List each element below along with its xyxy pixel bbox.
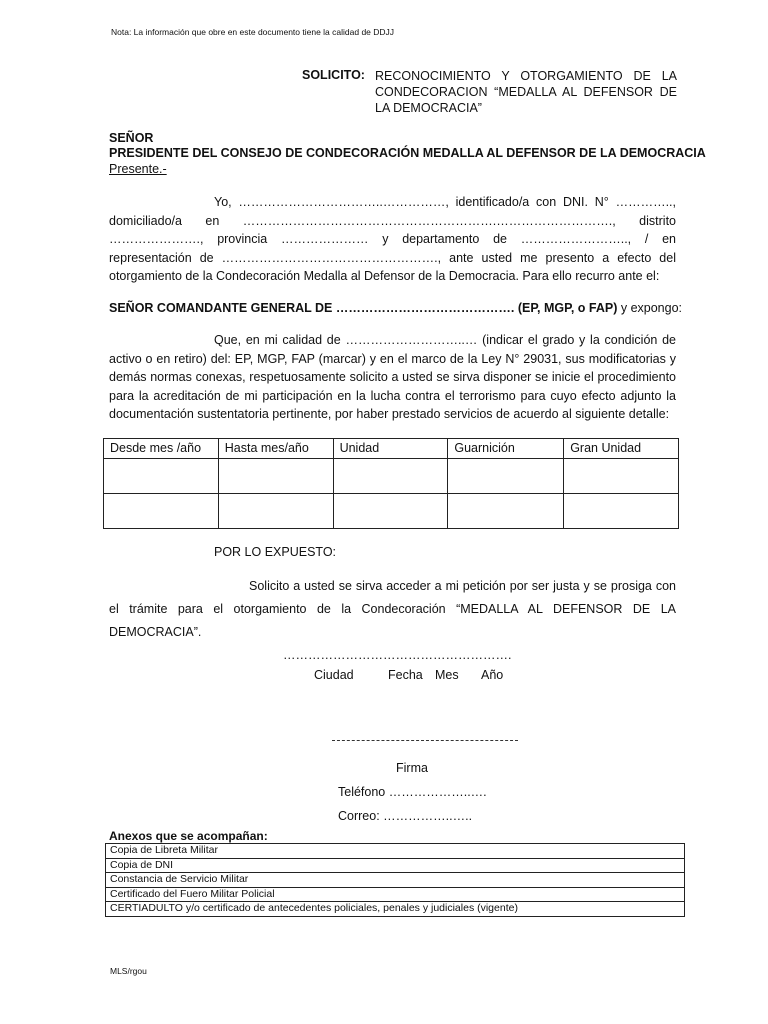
table-cell[interactable] — [564, 459, 679, 494]
list-item — [106, 858, 685, 873]
por-lo-expuesto: POR LO EXPUESTO: — [214, 545, 337, 559]
solicito-text: RECONOCIMIENTO Y OTORGAMIENTO DE LA CONDECORACION “MEDALLA AL DEFENSOR DE LA DEMOCRACIA” — [375, 69, 677, 115]
anexo-libreta-militar: Copia de Libreta Militar — [106, 844, 685, 859]
mes-label: Mes — [435, 668, 459, 682]
anexos-table — [105, 843, 685, 917]
list-item — [106, 902, 685, 917]
telefono-field: Teléfono ………………..…. — [338, 785, 487, 799]
comandante-line — [109, 301, 682, 315]
column-header-desde: Desde mes /año — [104, 439, 219, 459]
comandante-bold: SEÑOR COMANDANTE GENERAL DE ……………………………………. (EP, MGP, o FAP) — [109, 301, 618, 315]
column-header-unidad: Unidad — [333, 439, 448, 459]
table-row — [104, 494, 679, 529]
anexo-certiadulto: CERTIADULTO y/o certificado de antecedentes policiales, penales y judiciales (vigente) — [106, 902, 685, 917]
anio-label: Año — [481, 668, 504, 682]
table-cell[interactable] — [104, 459, 219, 494]
list-item — [106, 887, 685, 902]
column-header-guarnicion: Guarnición — [448, 439, 564, 459]
column-header-hasta: Hasta mes/año — [218, 439, 333, 459]
service-table-header-row — [104, 439, 679, 459]
table-cell[interactable] — [333, 459, 448, 494]
closing-paragraph: Solicito a usted se sirva acceder a mi petición por ser justa y se prosiga con el trámite para el otorgamiento de la Condecoración “MEDALLA AL DEFENSOR DE LA DEMOCRACIA”. — [109, 579, 676, 639]
signature-line — [332, 740, 518, 741]
anexo-dni: Copia de DNI — [106, 858, 685, 873]
solicito-label: SOLICITO: — [302, 68, 365, 82]
comandante-rest: y expongo: — [617, 301, 683, 315]
addressee-presente: Presente.- — [109, 162, 167, 176]
ciudad-label: Ciudad — [314, 668, 354, 682]
table-cell[interactable] — [564, 494, 679, 529]
anexo-constancia-servicio: Constancia de Servicio Militar — [106, 873, 685, 888]
footer-initials: MLS/rgou — [110, 966, 147, 976]
table-row — [104, 459, 679, 494]
column-header-gran-unidad: Gran Unidad — [564, 439, 679, 459]
list-item — [106, 873, 685, 888]
fecha-label: Fecha — [388, 668, 423, 682]
place-date-dots: ………………………………………………. — [283, 648, 512, 662]
addressee-senor: SEÑOR — [109, 131, 154, 145]
list-item — [106, 844, 685, 859]
table-cell[interactable] — [218, 459, 333, 494]
paragraph-request: Que, en mi calidad de ………………………..… (indicar el grado y la condición de activo o en retiro) del: EP, MGP, FAP (marcar) y en el marco de la Ley N° 29031, sus modificatorias y demás normas conexas, respetuosamente solicito a usted se sirva disponer se inicie el procedimiento para la acreditación de mi participación en la lucha contra el terrorismo para cuyo efecto adjunto la documentación sustentatoria pertinente, por haber prestado servicios de acuerdo al siguiente detalle: — [109, 333, 676, 421]
table-cell[interactable] — [448, 494, 564, 529]
paragraph-identification: Yo, ……………………………..……………, identificado/a con DNI. N° ………….., domiciliado/a en …………………………………………………….………………………., distrito …………………., provincia ………………… y departamento de …………………….., / en representación de ……………………………………………., ante usted me presento a efecto del otorgamiento de la Condecoración Medalla al Defensor de la Democracia. Para ello recurro ante el: — [109, 195, 676, 283]
anexo-fuero-militar: Certificado del Fuero Militar Policial — [106, 887, 685, 902]
firma-label: Firma — [396, 761, 428, 775]
service-table — [103, 438, 679, 529]
addressee-presidente: PRESIDENTE DEL CONSEJO DE CONDECORACIÓN MEDALLA AL DEFENSOR DE LA DEMOCRACIA — [109, 146, 706, 160]
correo-field: Correo: ……………..….. — [338, 809, 473, 823]
table-cell[interactable] — [448, 459, 564, 494]
table-cell[interactable] — [333, 494, 448, 529]
anexos-title: Anexos que se acompañan: — [109, 829, 268, 843]
table-cell[interactable] — [218, 494, 333, 529]
disclaimer-note: Nota: La información que obre en este documento tiene la calidad de DDJJ — [111, 27, 395, 37]
table-cell[interactable] — [104, 494, 219, 529]
